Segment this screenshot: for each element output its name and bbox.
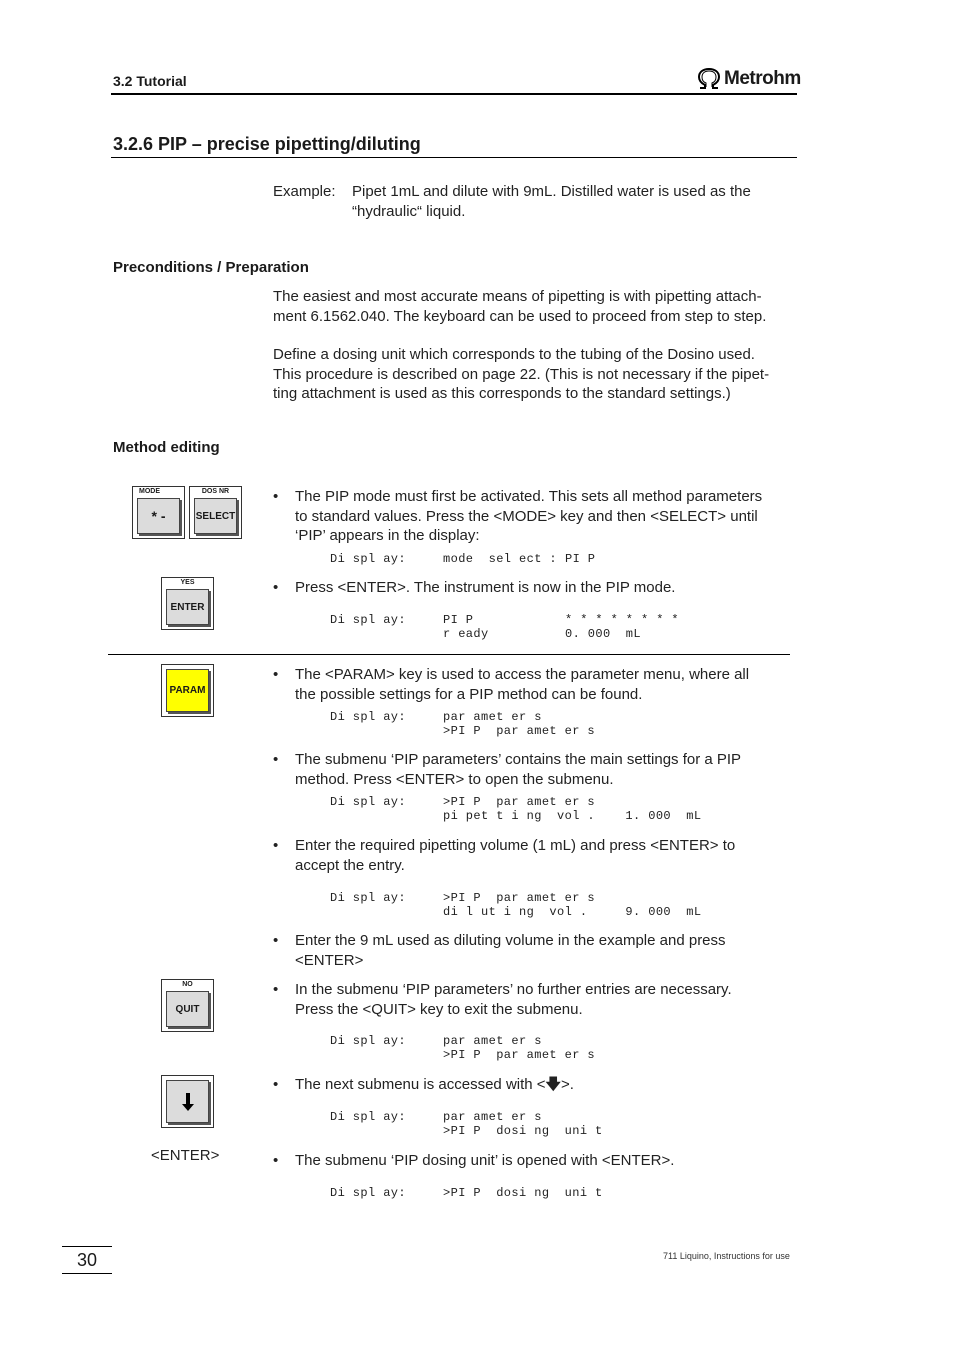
param-key-cap: PARAM [166,669,209,712]
step-enter-pip: • Press <ENTER>. The instrument is now in the PIP mode. [273,578,788,598]
step-text: The next submenu is accessed with < [295,1076,546,1093]
mode-key-top-label: MODE [139,488,160,495]
display-text: pi pet t i ng vol . 1. 000 mL [443,808,702,823]
paragraph-line: ment 6.1562.040. The keyboard can be used to proceed from step to step. [273,307,767,325]
step-mode-select: • The PIP mode must first be activated. This sets all method parameters to standard values. Press the <MODE> key and then <SELECT> until ‘PIP’ appears in the display: [273,487,788,546]
enter-key[interactable] [161,577,214,630]
step-line: the possible settings for a PIP method can be found. [295,685,643,703]
mode-key[interactable] [132,486,185,539]
footer-rule-bottom [62,1273,112,1274]
display-text: >PI P par amet er s [443,795,596,809]
display-text: >PI P par amet er s [443,891,596,905]
step-line: The submenu ‘PIP dosing unit’ is opened with <ENTER>. [295,1152,675,1169]
enter-key-top-label: YES [180,579,195,586]
method-editing-heading: Method editing [113,439,220,456]
step-line: Press <ENTER>. The instrument is now in the PIP mode. [295,579,676,596]
display-value: 0. 000 mL [565,626,642,641]
step-pip-parameters: • The submenu ‘PIP parameters’ contains the main settings for a PIP method. Press <ENTER> to open the submenu. [273,750,788,789]
display-text: r eady [443,626,489,641]
select-key-top-label: DOS NR [201,488,230,495]
step-line: The <PARAM> key is used to access the parameter menu, where all [295,666,750,683]
display-text: >PI P par amet er s [443,723,596,738]
down-key-cap [166,1080,209,1123]
step-line: accept the entry. [295,856,405,874]
display-text: >PI P dosi ng uni t [443,1186,603,1200]
footer-document-title: 711 Liquino, Instructions for use [663,1251,790,1261]
example-text [352,182,751,221]
example-line: Pipet 1mL and dilute with 9mL. Distilled water is used as the [352,183,751,200]
display-text: >PI P par amet er s [443,1047,596,1062]
step-text: >. [560,1076,574,1093]
step-open-dosing-unit: • The submenu ‘PIP dosing unit’ is opened with <ENTER>. [273,1151,788,1171]
display-label: Di spl ay: [330,710,407,724]
step-line: The PIP mode must first be activated. This sets all method parameters [295,488,763,505]
step-line: Enter the required pipetting volume (1 mL) and press <ENTER> to [295,837,736,854]
metrohm-logo [697,67,801,91]
step-line: to standard values. Press the <MODE> key and then <SELECT> until [295,507,758,525]
quit-key[interactable] [161,979,214,1032]
display-text: >PI P dosi ng uni t [443,1123,603,1138]
quit-key-cap: QUIT [166,991,209,1027]
display-label: Di spl ay: [330,1034,407,1048]
footer-rule-top [62,1246,112,1247]
divider-rule [108,654,790,655]
step-line: ‘PIP’ appears in the display: [295,527,480,544]
example-label: Example: [273,183,336,200]
display-text: par amet er s [443,1110,542,1124]
display-label: Di spl ay: [330,891,407,905]
select-key[interactable] [189,486,242,539]
display-text: par amet er s [443,710,542,724]
page-number: 30 [77,1250,98,1270]
header-rule [111,93,797,95]
select-key-cap: SELECT [194,498,237,534]
display-label: Di spl ay: [330,1186,407,1200]
step-diluting-volume: • Enter the 9 mL used as diluting volume in the example and press <ENTER> [273,931,788,970]
step-pipetting-volume: • Enter the required pipetting volume (1 mL) and press <ENTER> to accept the entry. [273,836,788,875]
step-line: The submenu ‘PIP parameters’ contains the main settings for a PIP [295,751,742,768]
display-text: di l ut i ng vol . 9. 000 mL [443,904,702,919]
enter-key-cap: ENTER [166,589,209,625]
step-param-key: • The <PARAM> key is used to access the parameter menu, where all the possible settings for a PIP method can be found. [273,665,788,704]
display-text: mode sel ect : [443,552,558,566]
enter-key-text: <ENTER> [151,1147,220,1164]
section-rule [111,157,797,158]
display-label: Di spl ay: [330,1110,407,1124]
display-text: par amet er s [443,1034,542,1048]
section-title: 3.2.6 PIP – precise pipetting/diluting [113,134,421,154]
down-arrow-icon: 🡇 [545,1075,561,1093]
down-arrow-key[interactable] [161,1075,214,1128]
mode-key-cap: * - [137,498,180,534]
preconditions-paragraph-2 [273,345,769,404]
paragraph-line: ting attachment is used as this corresponds to the standard settings.) [273,385,731,402]
step-next-submenu: • The next submenu is accessed with <🡇>. [273,1075,574,1093]
step-line: Enter the 9 mL used as diluting volume in the example and press [295,932,726,949]
step-quit-submenu: • In the submenu ‘PIP parameters’ no further entries are necessary. Press the <QUIT> key to exit the submenu. [273,980,788,1019]
step-line: <ENTER> [295,951,364,969]
down-arrow-icon [181,1092,195,1112]
display-label: Di spl ay: [330,552,407,566]
running-header-section: 3.2 Tutorial [113,73,187,89]
metrohm-omega-icon [697,68,721,90]
paragraph-line: The easiest and most accurate means of pipetting is with pipetting attach- [273,288,762,305]
step-line: Press the <QUIT> key to exit the submenu. [295,1000,583,1018]
preconditions-heading: Preconditions / Preparation [113,259,309,276]
step-line: In the submenu ‘PIP parameters’ no further entries are necessary. [295,981,732,998]
step-line: method. Press <ENTER> to open the submenu. [295,770,614,788]
paragraph-line: This procedure is described on page 22. (This is not necessary if the pipet- [273,365,770,383]
display-label: Di spl ay: [330,613,407,627]
logo-wordmark: Metrohm [724,68,801,89]
quit-key-top-label: NO [182,981,193,988]
preconditions-paragraph-1 [273,287,766,326]
paragraph-line: Define a dosing unit which corresponds to the tubing of the Dosino used. [273,346,755,363]
display-value: * * * * * * * * [565,613,680,627]
display-value: PI P [565,552,596,566]
display-label: Di spl ay: [330,795,407,809]
example-line: “hydraulic“ liquid. [352,202,466,220]
param-key[interactable] [161,664,214,717]
display-text: PI P [443,613,474,627]
